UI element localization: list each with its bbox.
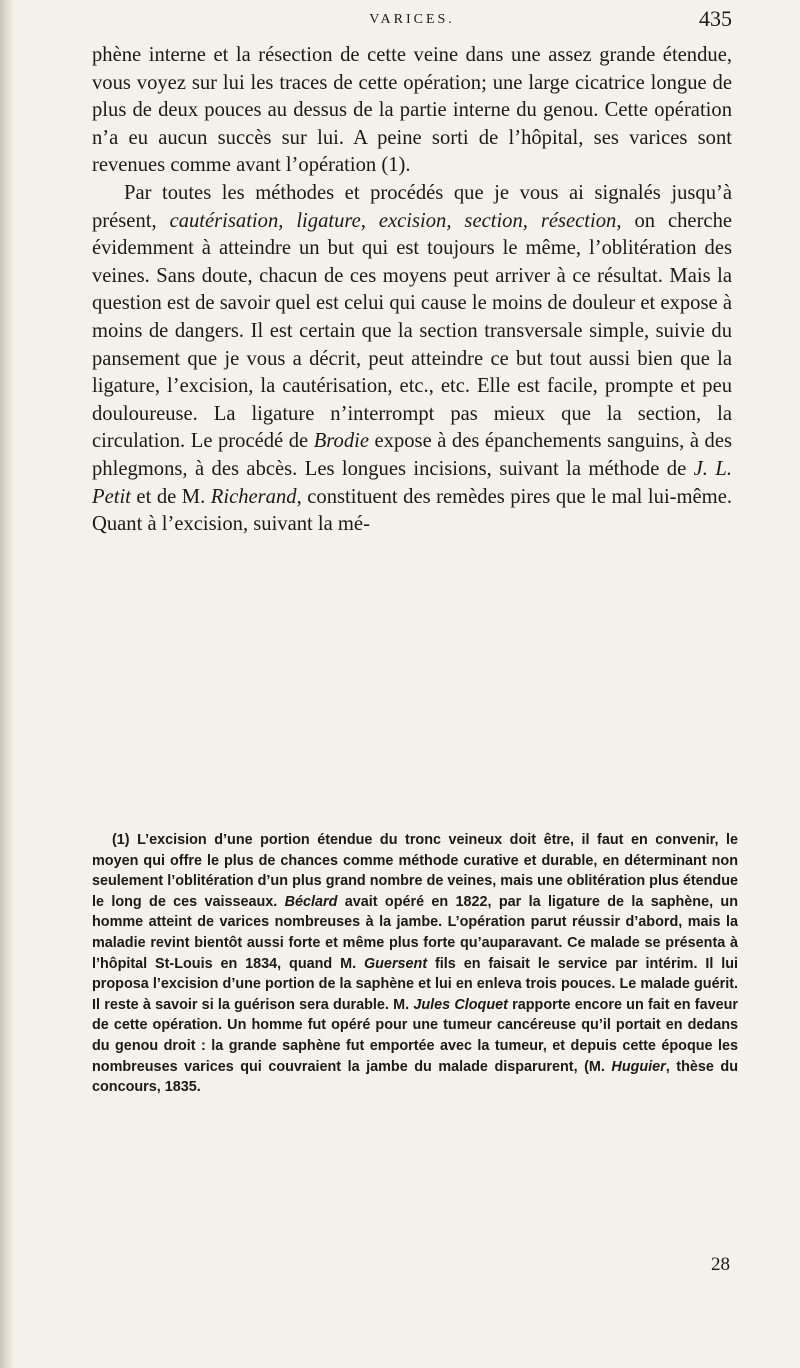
paragraph-2-text-5: , constituent des remèdes pires que le mal lui-même. Quant à l’excision, suivant la mé- <box>92 485 732 536</box>
author-name-beclard: Béclard <box>284 893 338 910</box>
author-name-petit: J. L. Petit <box>92 457 732 508</box>
author-name-brodie: Brodie <box>313 430 369 453</box>
footnote-1 <box>92 830 738 1098</box>
footnote-text-3: fils en faisait le service par intérim. Il lui proposa l’excision d’une portion de la saphène et lui en enleva trois pouces. Le malade guérit. Il reste à savoir si la guérison sera durable. M. <box>92 955 738 1013</box>
signature-mark: 28 <box>711 1254 730 1275</box>
footnote-text-4: rapporte encore un fait en faveur de cette opération. Un homme fut opéré pour une tumeur cancéreuse qu’il portait en dedans du genou droit : la grande saphène fut emportée avec la tumeur, et depuis cette époque les nombreuses varices qui couvraient la jambe du malade disparurent, (M. <box>92 996 738 1075</box>
footnote-text-2: avait opéré en 1822, par la ligature de la saphène, un homme atteint de varices nombreuses à la jambe. L’opération parut réussir d’abord, mais la maladie revint bientôt aussi forte et même plus forte qu’auparavant. Ce malade se présenta à l’hôpital St-Louis en 1834, quand M. <box>92 893 738 972</box>
author-name-huguier: Huguier <box>611 1058 666 1075</box>
author-name-guersent: Guersent <box>363 955 428 972</box>
running-head: VARICES. <box>369 12 455 27</box>
author-name-richerand: Richerand <box>210 485 297 508</box>
paragraph-2-text-2: , on cherche évidemment à atteindre un but qui est toujours le même, l’oblitération des veines. Sans doute, chacun de ces moyens peut arriver à ce résultat. Mais la question est de savoir quel est celui qui cause le moins de douleur et expose à moins de dangers. Il est certain que la section transversale simple, suivie du pansement que je vous a décrit, peut atteindre ce but tout aussi bien que la ligature, l’excision, la cautérisation, etc., etc. Elle est facile, prompte et peu douloureuse. La ligature n’interrompt pas mieux que la section, la circulation. Le procédé de <box>92 209 733 453</box>
footnotes <box>92 830 738 1098</box>
paragraph-1 <box>92 42 732 180</box>
page-number: 435 <box>699 6 732 31</box>
paragraph-2-text-3: expose à des épanchements sanguins, à des phlegmons, à des abcès. Les longues incisions, suivant la méthode de <box>92 430 732 480</box>
paragraph-1-text: phène interne et la résection de cette veine dans une assez grande étendue, vous voyez sur lui les traces de cette opération; une large cicatrice longue de plus de deux pouces au dessus de la partie interne du genou. Cette opération n’a eu aucun succès sur lui. A peine sorti de l’hôpital, ses varices sont revenues comme avant l’opération (1). <box>92 44 732 177</box>
paragraph-2-text-1: Par toutes les méthodes et procédés que je vous ai signalés jusqu’à présent, <box>92 181 732 232</box>
footnote-text-1: (1) L’excision d’une portion étendue du tronc veineux doit être, il faut en convenir, le moyen qui offre le plus de chances comme méthode curative et durable, en déterminant non seulement l’oblitération d’un plus grand nombre de veines, mais une oblitération plus étendue le long de ces vaisseaux. <box>92 832 738 910</box>
page-edge <box>0 0 14 1368</box>
paragraph-2-methods-list: cautérisation, ligature, excision, section, résection <box>169 209 617 232</box>
author-name-cloquet: Jules Cloquet <box>413 996 508 1013</box>
body-text <box>92 42 732 539</box>
footnote-text-5: , thèse du concours, 1835. <box>92 1058 739 1096</box>
page-header <box>92 6 732 36</box>
paragraph-2 <box>92 180 732 539</box>
paragraph-2-text-4: et de M. <box>130 485 211 508</box>
